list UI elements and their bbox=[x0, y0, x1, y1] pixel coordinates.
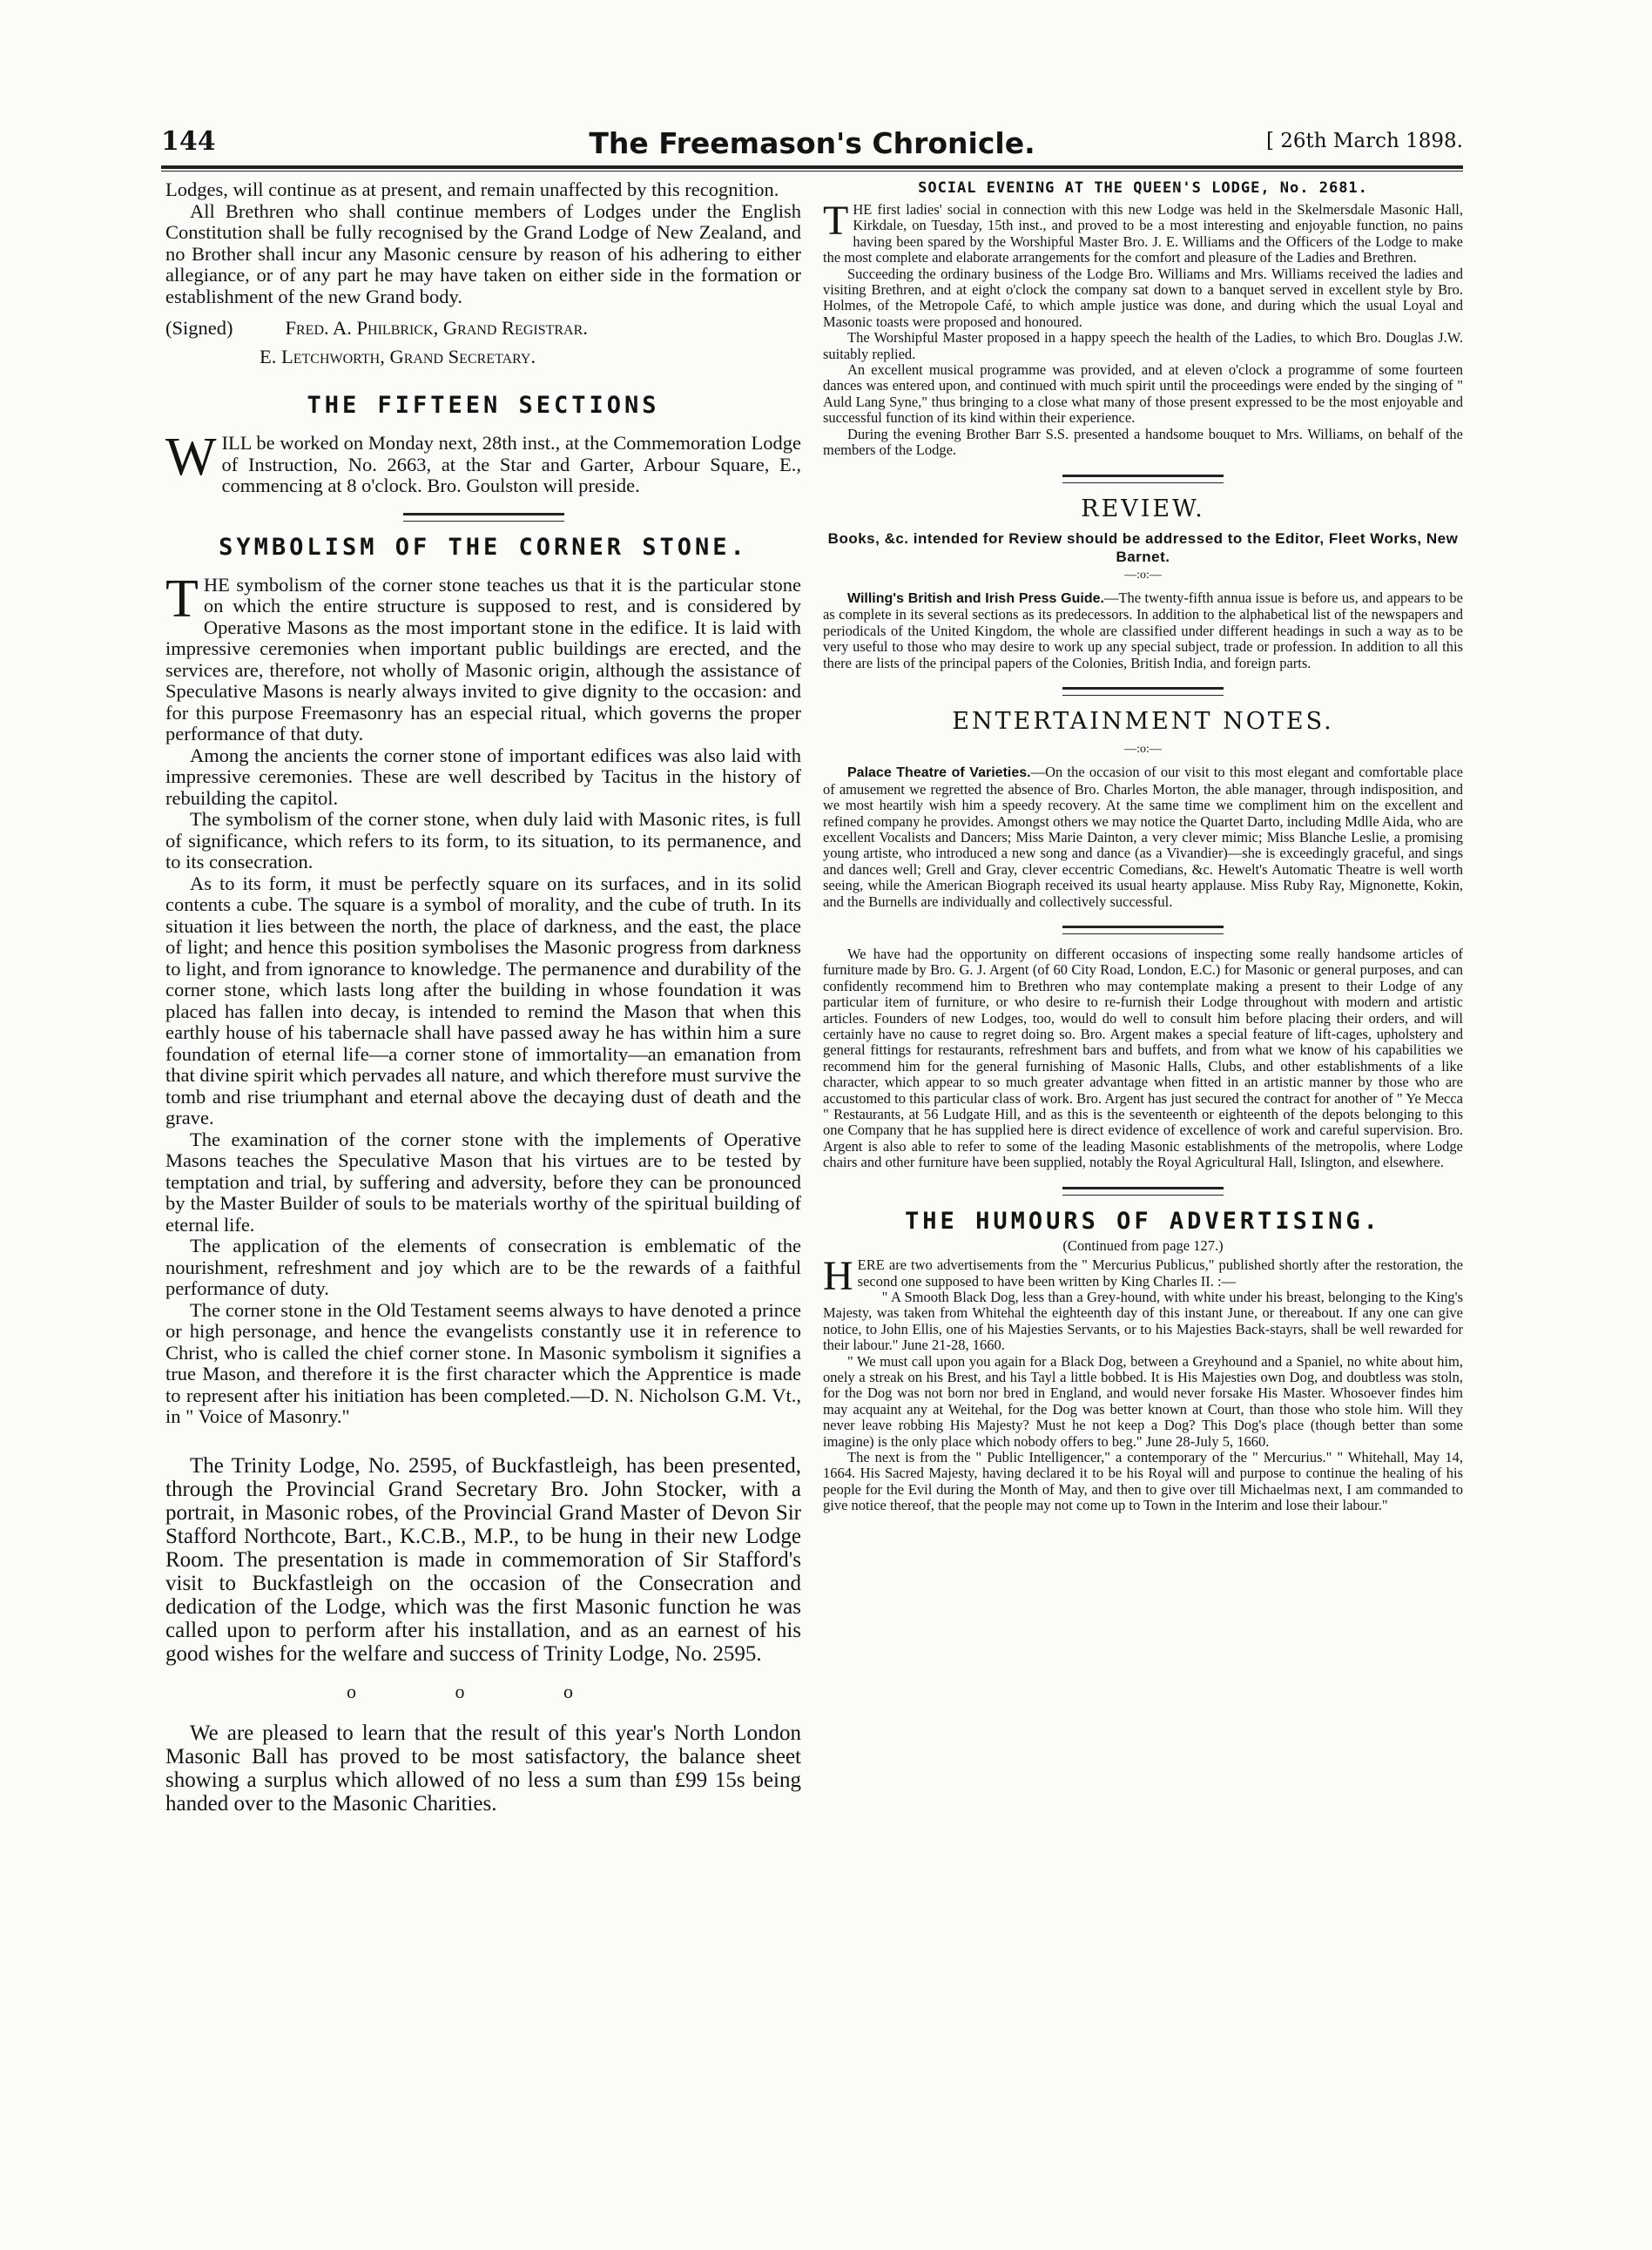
article-paragraph: The Worshipful Master proposed in a happy speech the health of the Ladies, to which Bro. Douglas J.W. suitably replied. bbox=[823, 329, 1463, 362]
article-paragraph: An excellent musical programme was provided, and at eleven o'clock a programme of some fourteen dances was entered upon, and continued with much spirit until the proceedings were ended by the singing of " Auld Lang Syne," thus bringing to a close what many of those present expressed to be the most enjoyable and successful function of its kind within their experience. bbox=[823, 361, 1463, 427]
left-column bbox=[165, 179, 801, 1815]
section-divider bbox=[1062, 926, 1224, 934]
article-paragraph: The corner stone in the Old Testament seems always to have denoted a prince or high personage, and hence the evangelists constantly use it in reference to Christ, who is called the chief corner stone. In Masonic symbolism it signifies a true Mason, and therefore it is the first character which the Apprentice is made to represent after his initiation has been completed.—D. N. Nicholson G.M. Vt., in " Voice of Masonry." bbox=[165, 1298, 801, 1427]
masonic-ball-paragraph: We are pleased to learn that the result of this year's North London Masonic Ball has proved to be most satisfactory, the balance sheet showing a surplus which allowed of no less a sum than £99 15s being handed over to the Masonic Charities. bbox=[165, 1721, 801, 1815]
entertainment-heading: ENTERTAINMENT NOTES. bbox=[952, 707, 1334, 735]
drop-cap: H bbox=[823, 1253, 853, 1300]
article-paragraph: The examination of the corner stone with the implements of Operative Masons teaches the Speculative Mason that his virtues are to be tested by temptation and trial, by suffering and adversity, before they can be pronounced by the Master Builder of souls to be materials worthy of the spiritual building of eternal life. bbox=[165, 1128, 801, 1236]
trinity-lodge-paragraph: The Trinity Lodge, No. 2595, of Buckfastleigh, has been presented, through the Provincial Grand Secretary Bro. John Stocker, with a portrait, in Masonic robes, of the Provincial Grand Master of Devon Sir Stafford Northcote, Bart., K.C.B., M.P., to be hung in their new Lodge Room. The presentation is made in commemoration of Sir Stafford's visit to Buckfastleigh on the occasion of the Consecration and dedication of the Lodge, which was the first Masonic function he was called upon to perform after his installation, and as an earnest of his good wishes for the welfare and success of Trinity Lodge, No. 2595. bbox=[165, 1453, 801, 1666]
drop-cap: T bbox=[165, 569, 199, 629]
review-note: Books, &c. intended for Review should be addressed to the Editor, Fleet Works, New Barnet. bbox=[827, 529, 1459, 565]
section-divider bbox=[403, 513, 564, 522]
humours-heading: THE HUMOURS OF ADVERTISING. bbox=[905, 1207, 1381, 1235]
article-paragraph: Among the ancients the corner stone of important edifices was also laid with impressive ceremonies. These are well described by Tacitus in the history of rebuilding the capitol. bbox=[165, 744, 801, 809]
fifteen-sections-notice: WILL be worked on Monday next, 28th inst., at the Commemoration Lodge of Instruction, No. 2663, at the Star and Garter, Arbour Square, E., commencing at 8 o'clock. Bro. Goulston will preside. bbox=[165, 428, 801, 496]
argent-furniture-paragraph: We have had the opportunity on different occasions of inspecting some really handsome articles of furniture made by Bro. G. J. Argent (of 60 City Road, London, E.C.) for Masonic or general purposes, and can confidently recommend him to Brethren who may contemplate making a present to their Lodge of any particular item of furniture, or who desire to re-furnish their Lodge throughout with modern and artistic articles. Founders of new Lodges, too, would do well to consult him before placing their orders, and will certainly have no cause to regret doing so. Bro. Argent makes a special feature of lift-cages, upholstery and general fittings for restaurants, refreshment bars and buffets, and from what we know of his capabilities we recommend him for the general furnishing of Masonic Halls, Clubs, and other establishments of a like character, which appear to so much greater advantage when fitted in an artistic manner by those who are accustomed to this particular class of work. Bro. Argent has just secured the contract for another of " Ye Mecca " Restaurants, at 56 Ludgate Hill, and as this is the seventeenth or eighteenth of the depots belonging to this one Company that he has supplied here is direct evidence of excellence of work and careful supervision. Bro. Argent is also able to refer to some of the leading Masonic establishments of the metropolis, where Lodge chairs and other furniture have been supplied, notably the Royal Agricultural Hall, Islington, and elsewhere. bbox=[823, 946, 1463, 1171]
entertainment-paragraph: Palace Theatre of Varieties.—On the occasion of our visit to this most elegant and comfortable place of amusement we regretted the absence of Bro. Charles Morton, the able manager, through indisposition, and we most heartily wish him a speedy recovery. At the same time we compliment him on the excellent and refined company he provides. Amongst others we may notice the Quartet Darto, including Mdlle Aida, who are excellent Vocalists and Dancers; Miss Marie Dainton, a very clever mimic; Miss Blanche Leslie, a promising young artiste, who introduced a new song and dance (as a Vivandier)—she is exceedingly graceful, and sings and dances well; Grell and Gray, clever eccentric Comedians, &c. Hewelt's Automatic Theatre is well worth seeing, while the American Biograph received its usual hearty applause. Miss Ruby Ray, Mignonette, Kokin, and the Burnells are individually and collectively successful. bbox=[823, 764, 1463, 910]
header-rule-thin bbox=[161, 171, 1463, 172]
article-paragraph: " A Smooth Black Dog, less than a Grey-hound, with white under his breast, belonging to the King's Majesty, was taken from Whitehal the eighteenth day of this instant June, or thereabout. If any one can give notice, to John Ellis, one of his Majesties Servants, or to his Majesties Back-stayrs, shall be well rewarded for their labour." June 21-28, 1660. bbox=[823, 1288, 1463, 1354]
section-divider bbox=[1062, 687, 1224, 696]
humours-continued-note: (Continued from page 127.) bbox=[1062, 1236, 1224, 1254]
article-paragraph: The application of the elements of consecration is emblematic of the nourishment, refreshment and joy which are to be the rewards of a faithful performance of duty. bbox=[165, 1235, 801, 1299]
article-paragraph: THE symbolism of the corner stone teaches us that it is the particular stone on which the entire structure is supposed to rest, and is considered by Operative Masons as the most important stone in the edifice. It is laid with impressive ceremonies when important public buildings are erected, and the services are, therefore, not wholly of Masonic origin, although the assistance of Speculative Masons is nearly always invited to give dignity to the occasion: and for this purpose Freemasonry has an especial ritual, which governs the proper performance of that duty. bbox=[165, 569, 801, 744]
article-paragraph: As to its form, it must be perfectly square on its surfaces, and in its solid contents a cube. The square is a symbol of morality, and the cube of truth. In its situation it lies between the north, the place of darkness, and the east, the place of light; and hence this position symbolises the Masonic progress from darkness to light, and from ignorance to knowledge. The permanence and durability of the corner stone, which lasts long after the building in whose foundation it was placed has fallen into decay, is intended to remind the Mason that when this earthly house of his tabernacle shall have passed away he has within him a sure foundation of eternal life—a corner stone of immortality—an emanation from that divine spirit which pervades all nature, and which therefore must survive the tomb and rise triumphant and eternal above the decaying dust of death and the grave. bbox=[165, 872, 801, 1128]
article-paragraph: The symbolism of the corner stone, when duly laid with Masonic rites, is full of significance, which refers to its form, to its situation, to its permanence, and to its consecration. bbox=[165, 808, 801, 872]
ornament-separator: o o o bbox=[347, 1680, 620, 1702]
page-number: 144 bbox=[161, 126, 216, 157]
symbolism-heading: SYMBOLISM OF THE CORNER STONE. bbox=[219, 533, 748, 561]
article-paragraph: The next is from the " Public Intelligencer," a contemporary of the " Mercurius." " Whitehall, May 14, 1664. His Sacred Majesty, having declared it to be his Royal will and purpose to continue the healing of his people for the Evil during the Month of May, and then to give over till Michaelmas next, I am commanded to give notice thereof, that the people may not come up to Town in the Interim and lose their labour." bbox=[823, 1448, 1463, 1514]
intro-paragraph: Lodges, will continue as at present, and remain unaffected by this recognition. bbox=[165, 179, 779, 200]
signatory-registrar: Fred. A. Philbrick, Grand Registrar. bbox=[285, 317, 588, 339]
article-paragraph: During the evening Brother Barr S.S. presented a handsome bouquet to Mrs. Williams, on behalf of the members of the Lodge. bbox=[823, 425, 1463, 459]
article-paragraph: HERE are two advertisements from the " Mercurius Publicus," published shortly after the restoration, the second one supposed to have been written by King Charles II. :— bbox=[823, 1253, 1463, 1300]
signed-label: (Signed) bbox=[165, 317, 233, 339]
masthead-title: The Freemason's Chronicle. bbox=[589, 126, 1035, 160]
signatory-secretary: E. Letchworth, Grand Secretary. bbox=[260, 345, 536, 367]
page-header bbox=[161, 126, 1463, 170]
section-divider bbox=[1062, 1187, 1224, 1196]
article-paragraph: THE first ladies' social in connection with this new Lodge was held in the Skelmersdale Masonic Hall, Kirkdale, on Tuesday, 15th inst., and proved to be a most interesting and enjoyable function, no pains having been spared by the Worshipful Master Bro. J. E. Williams and the Officers of the Lodge to make the most complete and elaborate arrangements for the comfort and pleasure of the Ladies and Brethren. bbox=[823, 198, 1463, 266]
review-heading: REVIEW. bbox=[1081, 495, 1205, 522]
drop-cap: T bbox=[823, 198, 849, 244]
section-divider bbox=[1062, 475, 1224, 483]
social-evening-heading: SOCIAL EVENING AT THE QUEEN'S LODGE, No. 2681. bbox=[918, 179, 1368, 197]
article-paragraph: " We must call upon you again for a Black Dog, between a Greyhound and a Spaniel, no white about him, onely a streak on his Brest, and his Tayl a little bobbed. It is His Majesties own Dog, and doubtless was stoln, for the Dog was not born nor bred in England, and would never forsake His Master. Whosoever findes him may acquaint any at Weitehal, for the Dog was better known at Court, than those who stole him. Will they never leave robbing His Majesty? Must he not keep a Dog? This Dog's place (though better than some imagine) is the only place which nobody offers to beg." June 28-July 5, 1660. bbox=[823, 1352, 1463, 1450]
intro-paragraph: All Brethren who shall continue members of Lodges under the English Constitution shall be fully recognised by the Grand Lodge of New Zealand, and no Brother shall incur any Masonic censure by reason of his adhering to either allegiance, or of any part he may have taken on either side in the formation or establishment of the new Grand body. bbox=[165, 199, 801, 307]
review-paragraph: Willing's British and Irish Press Guide.—The twenty-fifth annua issue is before us, and appears to be as complete in its several sections as its predecessors. In addition to the alphabetical list of the newspapers and periodicals of the United Kingdom, the whole are classified under different headings in such a way as to be very useful to those who may desire to work up any special subject, trade or profession. In addition to all this there are lists of the principal papers of the Colonies, British India, and foreign parts. bbox=[823, 589, 1464, 671]
fifteen-sections-heading: THE FIFTEEN SECTIONS bbox=[307, 392, 660, 419]
article-paragraph: Succeeding the ordinary business of the Lodge Bro. Williams and Mrs. Williams received the ladies and visiting Brethren, and at eight o'clock the company sat down to a banquet served in excellent style by Bro. Holmes, of the Metropole Café, to which ample justice was done, and during which the usual Loyal and Masonic toasts were proposed and honoured. bbox=[823, 265, 1463, 330]
drop-cap: W bbox=[165, 428, 217, 487]
header-rule bbox=[161, 165, 1463, 169]
right-column bbox=[823, 179, 1463, 1514]
entertainment-separator: —:o:— bbox=[1124, 742, 1162, 756]
issue-date: [ 26th March 1898. bbox=[1265, 130, 1463, 152]
review-separator: —:o:— bbox=[1124, 568, 1162, 582]
signature-block bbox=[165, 318, 801, 367]
